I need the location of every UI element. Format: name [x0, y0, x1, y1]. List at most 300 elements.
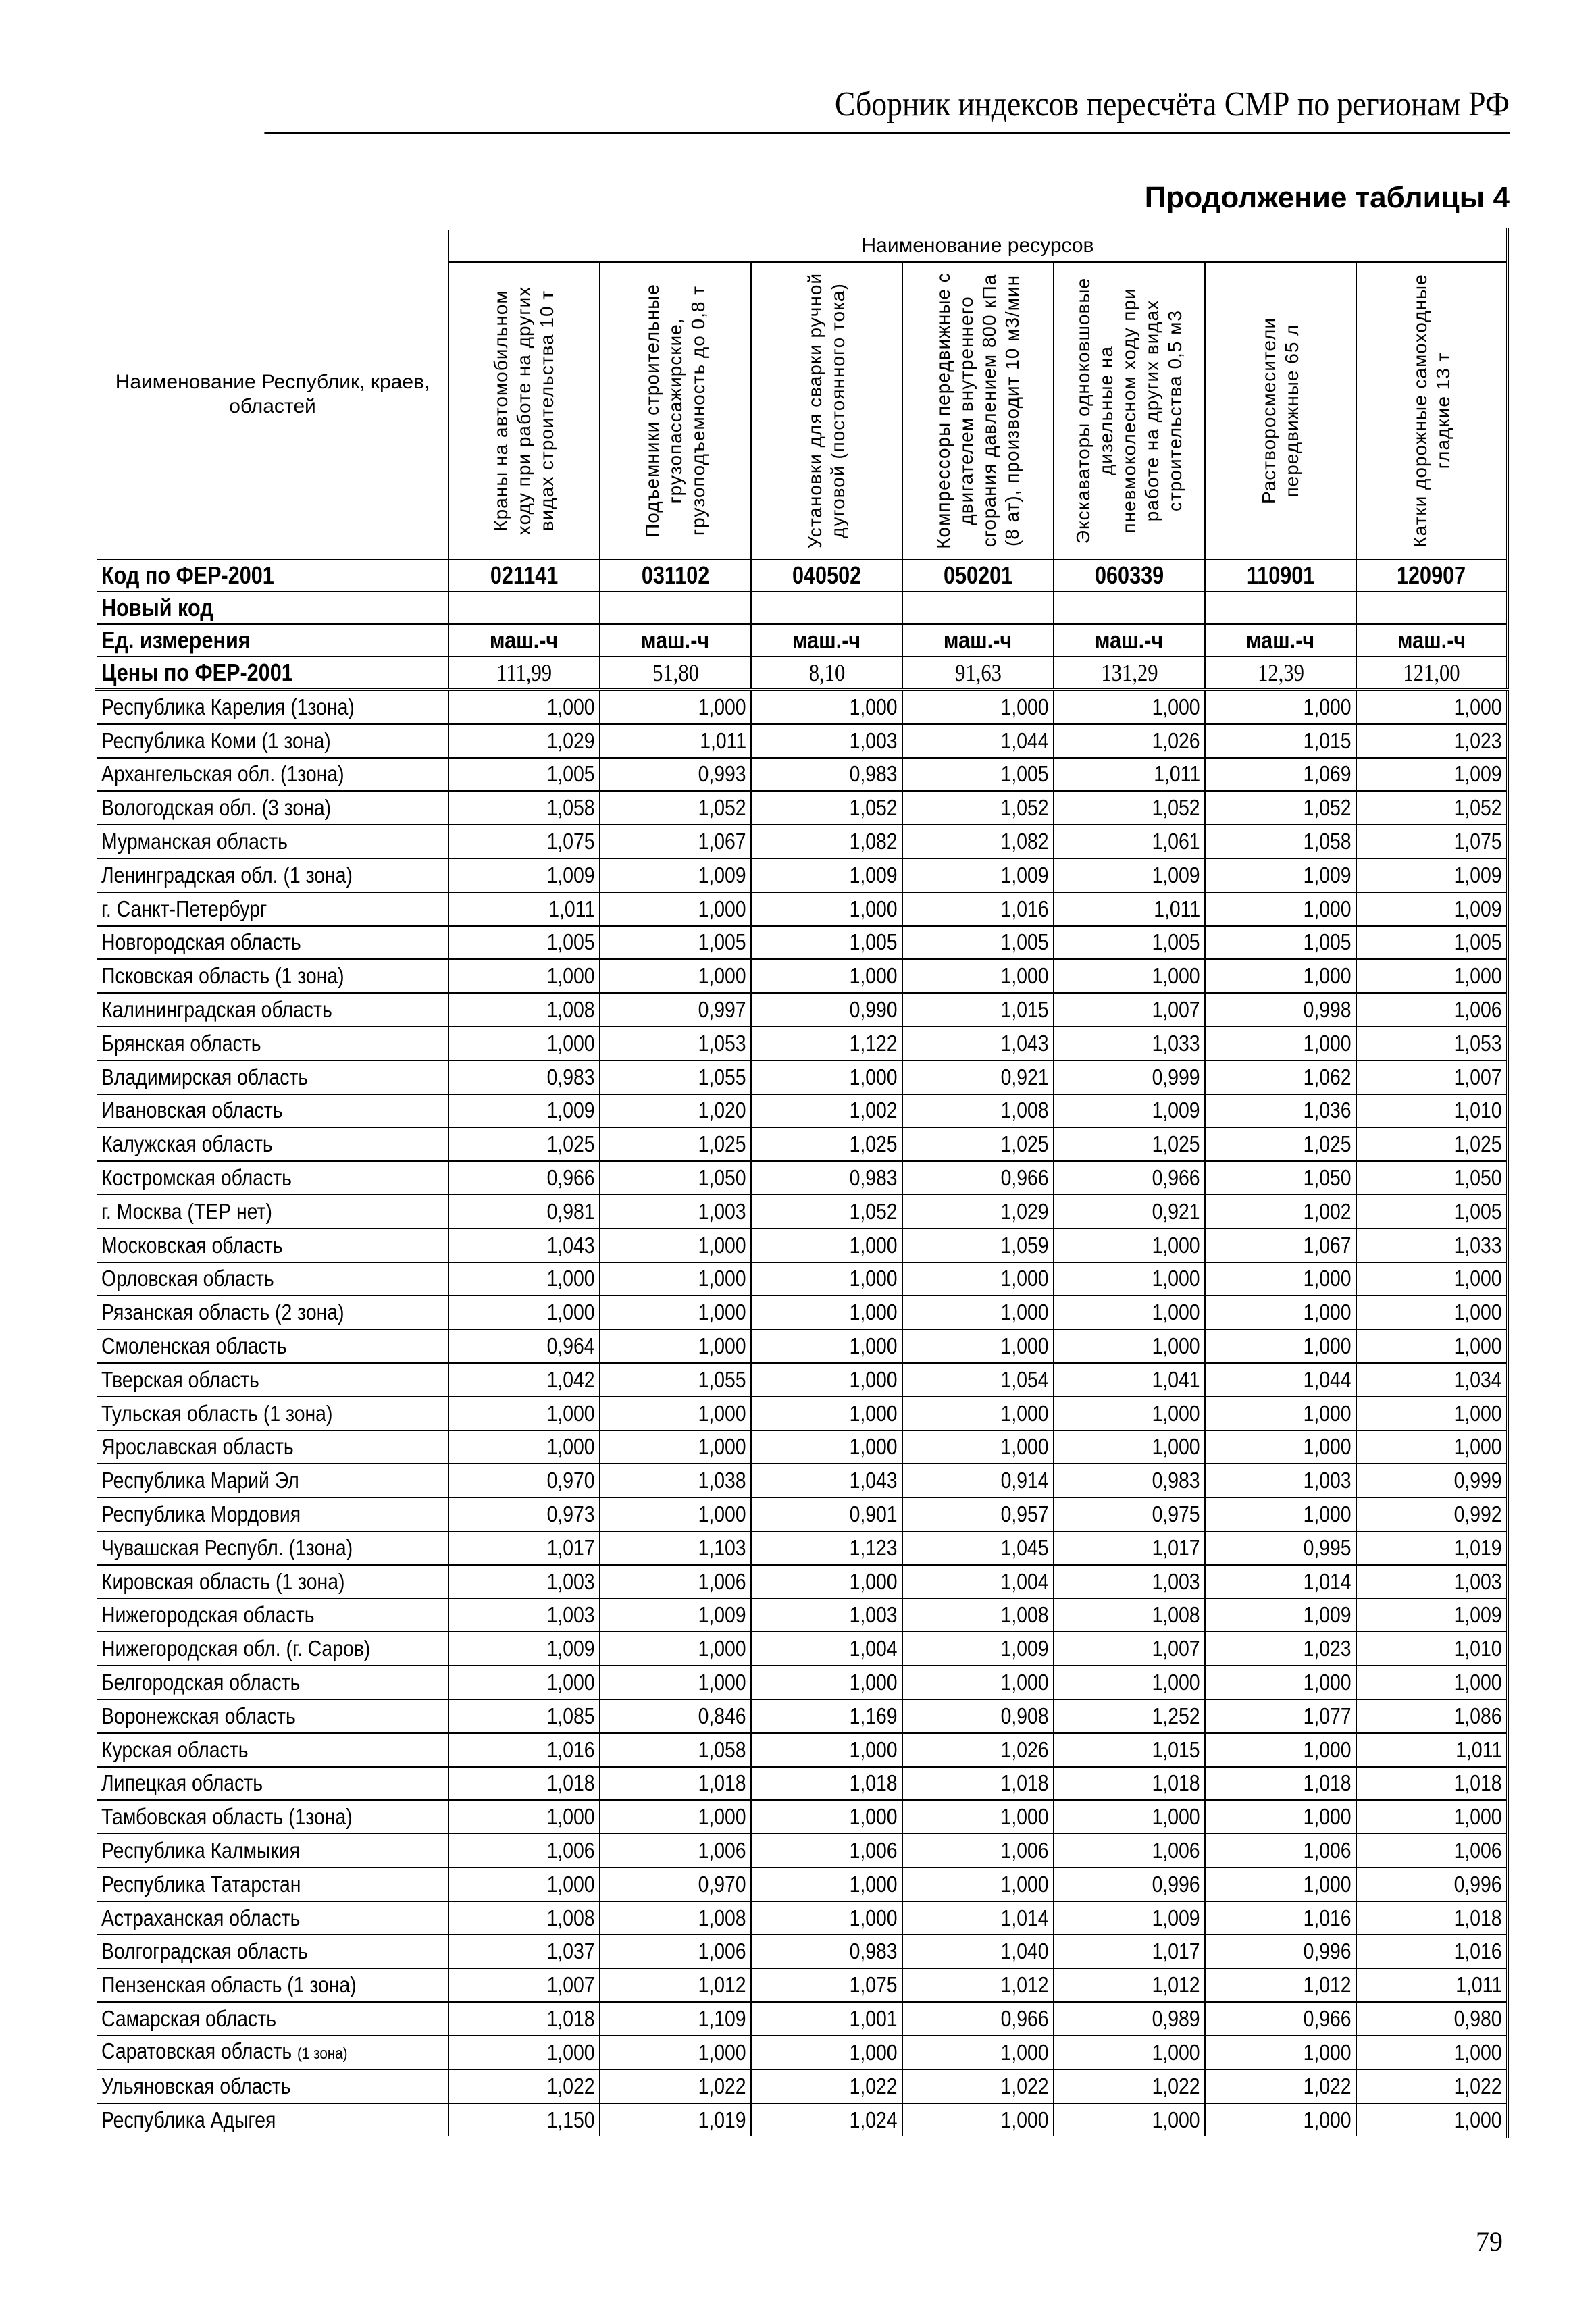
index-value: 1,058	[1303, 829, 1352, 854]
index-value: 1,037	[546, 1938, 595, 1964]
index-value-cell	[751, 1968, 902, 2002]
index-value-cell	[1054, 1497, 1205, 1531]
region-name-text: Тульская область (1 зона)	[101, 1400, 333, 1426]
index-value: 1,000	[849, 1300, 898, 1325]
cell-value: 110901	[1246, 561, 1315, 589]
table-row	[96, 1497, 1508, 1531]
table-row	[96, 1901, 1508, 1935]
index-value: 1,000	[1303, 1804, 1352, 1830]
index-value: 0,999	[1152, 1064, 1200, 1089]
index-value: 1,000	[849, 1400, 898, 1426]
code-row-cell	[1205, 559, 1356, 592]
index-value: 1,000	[546, 963, 595, 989]
index-value: 1,025	[849, 1131, 898, 1157]
index-value: 1,122	[849, 1030, 898, 1056]
region-name-text: Белгородская область	[101, 1670, 301, 1695]
index-value: 1,086	[1453, 1703, 1502, 1728]
index-value: 1,000	[1152, 1400, 1200, 1426]
cell-value: маш.-ч	[490, 626, 559, 654]
new-code-row-label	[96, 592, 448, 624]
region-name-text: Смоленская область	[101, 1333, 287, 1359]
index-value-cell	[600, 1565, 751, 1599]
cell-value: 131,29	[1100, 659, 1158, 686]
index-value: 1,075	[546, 829, 595, 854]
region-name-cell	[96, 1565, 448, 1599]
index-value: 1,044	[1303, 1366, 1352, 1392]
cell-value: маш.-ч	[1246, 626, 1315, 654]
cell-value: маш.-ч	[641, 626, 710, 654]
table-row	[96, 1666, 1508, 1699]
index-value: 1,019	[1453, 1535, 1502, 1560]
index-value-cell	[1054, 1699, 1205, 1733]
index-value: 1,054	[1000, 1366, 1049, 1392]
region-name	[101, 1297, 344, 1327]
index-value: 1,009	[1000, 1636, 1049, 1662]
index-value: 1,008	[698, 1905, 746, 1930]
region-name-text: Республика Адыгея	[101, 2107, 276, 2132]
index-value-cell	[751, 2002, 902, 2036]
index-value: 1,077	[1303, 1703, 1352, 1728]
region-name-text: Чувашская Республ. (1зона)	[101, 1535, 353, 1560]
index-value-cell	[1356, 1699, 1508, 1733]
index-value-cell	[1205, 1666, 1356, 1699]
index-value: 1,000	[698, 1232, 746, 1258]
index-value-cell	[600, 1397, 751, 1431]
index-value-cell	[448, 1229, 600, 1262]
cell-value: маш.-ч	[1095, 626, 1164, 654]
region-name-text: Брянская область	[101, 1030, 261, 1056]
index-value: 0,846	[698, 1703, 746, 1728]
index-value: 1,024	[849, 2107, 898, 2132]
index-value: 1,000	[698, 1501, 746, 1527]
index-value-cell	[751, 1666, 902, 1699]
resource-column-header	[1356, 262, 1508, 559]
index-value-cell	[1356, 1934, 1508, 1968]
index-value-cell	[1054, 1599, 1205, 1632]
index-value: 1,000	[1453, 694, 1502, 719]
index-value: 1,022	[849, 2073, 898, 2099]
index-value: 1,150	[546, 2107, 595, 2132]
region-name-text: Республика Марий Эл	[101, 1468, 299, 1493]
index-value: 1,009	[1453, 761, 1502, 787]
index-value-cell	[1205, 1464, 1356, 1497]
table-row	[96, 1934, 1508, 1968]
index-value: 1,033	[1152, 1030, 1200, 1056]
index-value: 1,015	[1303, 727, 1352, 753]
index-value: 1,000	[849, 963, 898, 989]
index-value: 1,000	[1303, 1434, 1352, 1460]
index-value-cell	[600, 1934, 751, 1968]
index-value: 1,000	[698, 2039, 746, 2065]
region-name	[101, 793, 331, 823]
region-name-cell	[96, 1431, 448, 1464]
index-value: 1,000	[698, 1400, 746, 1426]
index-value: 1,008	[1000, 1602, 1049, 1628]
index-value: 1,018	[546, 2005, 595, 2031]
index-value: 1,006	[698, 1938, 746, 1964]
index-value-cell	[1205, 1229, 1356, 1262]
index-value-cell	[1205, 993, 1356, 1027]
index-value-cell	[902, 690, 1054, 724]
index-value: 1,018	[1000, 1770, 1049, 1796]
index-value: 1,000	[1303, 896, 1352, 921]
region-name-text: Новгородская область	[101, 929, 301, 955]
index-value-cell	[902, 825, 1054, 858]
index-value: 0,992	[1453, 1501, 1502, 1527]
index-value-cell	[448, 1127, 600, 1161]
region-name	[101, 1533, 353, 1563]
index-value: 1,055	[698, 1064, 746, 1089]
label-text: Новый код	[101, 594, 213, 621]
index-value-cell	[1356, 2002, 1508, 2036]
index-value-cell	[902, 1397, 1054, 1431]
index-value: 1,000	[1453, 2039, 1502, 2065]
region-zone-note: (1 зона)	[297, 2044, 348, 2063]
region-name	[101, 1096, 283, 1125]
table-caption: Продолжение таблицы 4	[1144, 181, 1510, 214]
index-value-cell	[448, 1934, 600, 1968]
index-value-cell	[600, 758, 751, 792]
index-value-cell	[1205, 1934, 1356, 1968]
index-value-cell	[1356, 892, 1508, 926]
cell-value: 120907	[1397, 561, 1466, 589]
index-value-cell	[1356, 724, 1508, 758]
index-value-cell	[902, 1262, 1054, 1296]
index-value-cell	[902, 1229, 1054, 1262]
region-name	[101, 1129, 273, 1159]
index-value: 1,000	[1152, 2107, 1200, 2132]
table-row	[96, 758, 1508, 792]
index-value: 0,996	[1453, 1871, 1502, 1897]
index-value-cell	[751, 1531, 902, 1565]
page-number: 79	[1476, 2226, 1503, 2257]
cell-value: 12,39	[1257, 659, 1304, 686]
index-value-cell	[600, 690, 751, 724]
index-value-cell	[1356, 1060, 1508, 1094]
index-value: 1,000	[546, 1266, 595, 1291]
cell-value: 91,63	[954, 659, 1002, 686]
index-value-cell	[1205, 1565, 1356, 1599]
region-name	[101, 1768, 263, 1798]
index-value: 1,000	[1303, 2039, 1352, 2065]
index-value: 1,044	[1000, 727, 1049, 753]
cell-value: 021141	[490, 561, 559, 589]
cell-value: 050201	[943, 561, 1013, 589]
region-name-cell	[96, 892, 448, 926]
index-value: 1,011	[1154, 761, 1200, 787]
region-name-cell	[96, 2002, 448, 2036]
index-value-cell	[1356, 1497, 1508, 1531]
index-value: 1,041	[1152, 1366, 1200, 1392]
index-value: 1,000	[546, 1434, 595, 1460]
index-value-cell	[1205, 1800, 1356, 1834]
region-name-cell	[96, 1060, 448, 1094]
index-value-cell	[600, 1295, 751, 1329]
index-value-cell	[1054, 1127, 1205, 1161]
index-value-cell	[1054, 1229, 1205, 1262]
region-name	[101, 1432, 294, 1462]
index-value-cell	[902, 1497, 1054, 1531]
index-value-cell	[902, 993, 1054, 1027]
resource-column-header	[600, 262, 751, 559]
price-row	[96, 657, 1508, 690]
index-value: 1,005	[1000, 761, 1049, 787]
index-value: 1,016	[1303, 1905, 1352, 1930]
regional-index-table	[95, 228, 1509, 2138]
index-value-cell	[1205, 2036, 1356, 2069]
index-value-cell	[600, 1195, 751, 1229]
region-name	[101, 1163, 292, 1193]
index-value: 1,006	[1453, 997, 1502, 1023]
index-value-cell	[902, 1060, 1054, 1094]
index-value-cell	[1205, 1295, 1356, 1329]
index-value-cell	[600, 1027, 751, 1060]
index-value-cell	[600, 1599, 751, 1632]
index-value-cell	[902, 2002, 1054, 2036]
region-name	[101, 827, 288, 856]
table-row	[96, 825, 1508, 858]
index-value: 0,966	[1152, 1165, 1200, 1191]
unit-row-cell	[1054, 624, 1205, 657]
index-value: 1,006	[698, 1837, 746, 1863]
region-name-text: Мурманская область	[101, 829, 288, 854]
index-value: 1,050	[1453, 1165, 1502, 1191]
index-value-cell	[1356, 1968, 1508, 2002]
table-row	[96, 1363, 1508, 1397]
index-value-cell	[1356, 1431, 1508, 1464]
label-text: Ед. измерения	[101, 626, 251, 654]
index-value-cell	[1054, 825, 1205, 858]
index-value: 1,000	[849, 1064, 898, 1089]
index-value: 1,000	[1453, 2107, 1502, 2132]
index-value-cell	[1205, 791, 1356, 825]
region-name-text: Республика Коми (1 зона)	[101, 727, 331, 753]
table-row	[96, 892, 1508, 926]
index-value-cell	[448, 1834, 600, 1868]
index-value-cell	[600, 1901, 751, 1935]
cell-value: 060339	[1094, 561, 1164, 589]
index-value: 1,000	[546, 1804, 595, 1830]
index-value-cell	[1205, 1027, 1356, 1060]
index-value: 1,000	[1152, 1266, 1200, 1291]
index-value: 1,033	[1453, 1232, 1502, 1258]
index-value: 1,000	[849, 1232, 898, 1258]
index-value-cell	[902, 1632, 1054, 1666]
region-name-cell	[96, 1767, 448, 1801]
region-name	[101, 1936, 308, 1966]
region-name	[101, 995, 332, 1025]
unit-row	[96, 624, 1508, 657]
index-value-cell	[1205, 1397, 1356, 1431]
region-name-cell	[96, 1229, 448, 1262]
index-value-cell	[902, 1733, 1054, 1767]
index-value-cell	[751, 1229, 902, 1262]
region-name-cell	[96, 1127, 448, 1161]
index-value: 1,009	[1152, 1905, 1200, 1930]
index-value-cell	[448, 1027, 600, 1060]
cell-value: 8,10	[808, 659, 845, 686]
index-value-cell	[1054, 1868, 1205, 1901]
index-value-cell	[600, 1094, 751, 1128]
region-name-text: г. Санкт-Петербург	[101, 896, 267, 921]
index-value: 0,989	[1152, 2005, 1200, 2031]
index-value: 1,082	[1000, 829, 1049, 854]
index-value-cell	[1356, 1094, 1508, 1128]
index-value: 0,996	[1152, 1871, 1200, 1897]
index-value: 1,005	[1453, 929, 1502, 955]
table-row	[96, 1565, 1508, 1599]
index-value-cell	[751, 1363, 902, 1397]
index-value: 1,006	[849, 1837, 898, 1863]
index-value-cell	[1205, 2069, 1356, 2103]
index-value-cell	[448, 993, 600, 1027]
index-value-cell	[751, 1733, 902, 1767]
index-value: 1,000	[1303, 1266, 1352, 1291]
index-value-cell	[1054, 993, 1205, 1027]
index-value-cell	[751, 1565, 902, 1599]
region-name-text: г. Москва (ТЕР нет)	[101, 1198, 272, 1224]
index-value: 1,006	[1303, 1837, 1352, 1863]
region-name-text: Вологодская обл. (3 зона)	[101, 795, 332, 821]
index-value-cell	[600, 1666, 751, 1699]
index-value-cell	[902, 1295, 1054, 1329]
index-value: 1,009	[546, 1636, 595, 1662]
table-row	[96, 1195, 1508, 1229]
table-row	[96, 1329, 1508, 1363]
index-value: 1,003	[1303, 1468, 1352, 1493]
region-name-text: Нижегородская область	[101, 1602, 315, 1628]
region-name-cell	[96, 959, 448, 993]
index-value-cell	[448, 959, 600, 993]
index-value: 1,015	[1000, 997, 1049, 1023]
region-name-cell	[96, 2069, 448, 2103]
index-value: 1,008	[1000, 1098, 1049, 1123]
index-value-cell	[600, 1632, 751, 1666]
index-value: 1,005	[546, 929, 595, 955]
index-value: 1,006	[546, 1837, 595, 1863]
index-value-cell	[1205, 1733, 1356, 1767]
index-value: 1,009	[698, 1602, 746, 1628]
index-value-cell	[448, 1632, 600, 1666]
new-code-row-cell	[1205, 592, 1356, 624]
index-value-cell	[902, 1565, 1054, 1599]
index-value-cell	[600, 1868, 751, 1901]
region-name-text: Липецкая область	[101, 1770, 263, 1796]
index-value-cell	[1356, 1027, 1508, 1060]
index-value: 1,000	[698, 963, 746, 989]
index-value-cell	[1205, 1262, 1356, 1296]
index-value: 1,000	[698, 1300, 746, 1325]
index-value: 0,966	[1000, 2005, 1049, 2031]
index-value-cell	[902, 1027, 1054, 1060]
index-value-cell	[448, 1295, 600, 1329]
index-value: 1,007	[1152, 1636, 1200, 1662]
index-value-cell	[751, 1901, 902, 1935]
index-value-cell	[751, 892, 902, 926]
index-value: 1,004	[849, 1636, 898, 1662]
index-value: 1,000	[1303, 963, 1352, 989]
index-value-cell	[1054, 1431, 1205, 1464]
resource-title: Подъемники строительные грузопассажирские, грузоподъемность до 0,8 т	[642, 284, 709, 538]
index-value: 0,966	[1000, 1165, 1049, 1191]
index-value: 0,980	[1453, 2005, 1502, 2031]
index-value: 1,029	[546, 727, 595, 753]
region-name-text: Ярославская область	[101, 1434, 294, 1460]
index-value: 1,025	[698, 1131, 746, 1157]
index-value: 1,018	[1453, 1905, 1502, 1930]
index-value: 1,055	[698, 1366, 746, 1392]
resource-column-header	[1205, 262, 1356, 559]
index-value-cell	[600, 2069, 751, 2103]
index-value: 1,005	[1152, 929, 1200, 955]
index-value: 1,016	[546, 1737, 595, 1762]
index-value: 1,006	[698, 1568, 746, 1594]
index-value-cell	[448, 2103, 600, 2138]
index-value-cell	[751, 791, 902, 825]
region-name-text: Калужская область	[101, 1131, 273, 1157]
index-value-cell	[600, 1968, 751, 2002]
region-name-cell	[96, 758, 448, 792]
code-row-cell	[1356, 559, 1508, 592]
index-value: 1,011	[548, 896, 595, 921]
region-name-cell	[96, 1195, 448, 1229]
index-value: 1,003	[698, 1198, 746, 1224]
index-value: 0,983	[546, 1064, 595, 1089]
region-name-cell	[96, 1531, 448, 1565]
region-name	[101, 1634, 370, 1664]
index-value-cell	[751, 993, 902, 1027]
region-name-cell	[96, 1295, 448, 1329]
index-value-cell	[1356, 926, 1508, 960]
index-value: 1,009	[1152, 862, 1200, 888]
region-name-text: Воронежская область	[101, 1703, 296, 1728]
index-value: 1,061	[1152, 829, 1200, 854]
index-value-cell	[1356, 1666, 1508, 1699]
index-value-cell	[1356, 758, 1508, 792]
price-row-cell	[600, 657, 751, 690]
region-name	[101, 692, 355, 722]
index-value: 0,908	[1000, 1703, 1049, 1728]
unit-row-cell	[600, 624, 751, 657]
region-name-text: Рязанская область (2 зона)	[101, 1300, 344, 1325]
cell-value: маш.-ч	[944, 626, 1012, 654]
region-name-text: Ленинградская обл. (1 зона)	[101, 862, 353, 888]
index-value: 0,999	[1453, 1468, 1502, 1493]
index-value: 1,000	[1000, 694, 1049, 719]
index-value-cell	[600, 791, 751, 825]
index-value: 1,012	[1152, 1972, 1200, 1998]
index-value: 1,000	[698, 1670, 746, 1695]
index-value: 1,018	[1453, 1770, 1502, 1796]
index-value-cell	[1205, 926, 1356, 960]
index-value-cell	[448, 1699, 600, 1733]
index-value-cell	[1356, 1397, 1508, 1431]
table-row	[96, 1094, 1508, 1128]
index-value-cell	[902, 1699, 1054, 1733]
table-row	[96, 2002, 1508, 2036]
region-name-cell	[96, 791, 448, 825]
index-value: 1,000	[849, 1871, 898, 1897]
index-value: 1,018	[546, 1770, 595, 1796]
table-row	[96, 2036, 1508, 2069]
index-value-cell	[1356, 1531, 1508, 1565]
index-value: 1,012	[698, 1972, 746, 1998]
index-value: 0,993	[698, 761, 746, 787]
index-value: 1,025	[1453, 1131, 1502, 1157]
index-value-cell	[448, 1262, 600, 1296]
index-value-cell	[1205, 1127, 1356, 1161]
index-value-cell	[1205, 825, 1356, 858]
